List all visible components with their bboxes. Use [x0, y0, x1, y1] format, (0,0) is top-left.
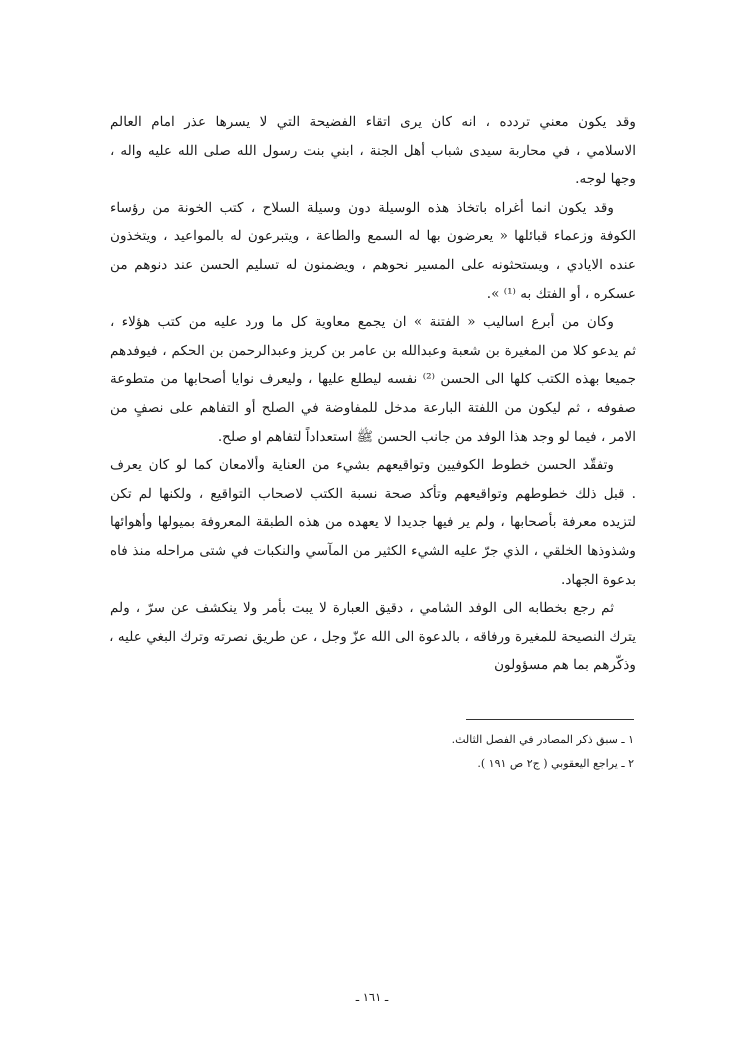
text-line: وقد يكون انما أغراه باتخاذ هذه الوسيلة دون وسيلة السلاح ، كتب الخونة من رؤساء [110, 199, 614, 216]
text-line: لتزيده معرفة بأصحابها ، ولم ير فيها جديدا لا يعهده من هذه الطبقة المعروفة بميولها وأهوائها [110, 514, 636, 531]
text-line: وشذوذها الخلقي ، الذي جرّ عليه الشيء الكثير من المآسي والنكبات في شتى مراحله منذ فاه [110, 542, 636, 559]
text-line: وكان من أبرع اساليب « الفتنة » ان يجمع معاوية كل ما ورد عليه من كتب هؤلاء ، [110, 314, 614, 331]
text-line: الكوفة وزعماء قبائلها « يعرضون بها له السمع والطاعة ، ويتبرعون له بالمواعيد ، ويتخذون [110, 228, 636, 245]
text-line: عسكره ، أو الفتك به ⁽¹⁾ ». [486, 285, 636, 302]
footnote-divider [466, 719, 634, 720]
text-line: وذكّرهم بما هم مسؤولون [494, 657, 636, 674]
text-line: وقد يكون معني تردده ، انه كان يرى اتقاء الفضيحة التي لا يسرها عذر امام العالم [110, 114, 636, 130]
text-line: الاسلامي ، في محاربة سيدى شباب أهل الجنة ، ابني بنت رسول الله صلى الله عليه واله ، [110, 142, 636, 159]
body-text [110, 108, 636, 680]
footnote: ١ ـ سبق ذكر المصادر في الفصل الثالث. [451, 733, 634, 746]
text-line: جميعا بهذه الكتب كلها الى الحسن ⁽²⁾ نفسه ليطلع عليها ، وليعرف نوايا أصحابها من متطوعة [110, 371, 636, 388]
text-line: صفوفه ، ثم ليكون من اللفتة البارعة مدخل للمفاوضة في الصلح أو التفاهم على نصفٍ من [110, 399, 636, 416]
text-line: ثم يدعو كلا من المغيرة بن شعبة وعبدالله بن عامر بن كريز وعبدالرحمن بن الحكم ، فيوفدهم [110, 342, 636, 359]
text-line: وتفقّد الحسن خطوط الكوفيين وتواقيعهم بشيء من العناية وألامعان كما لو كان يعرف [110, 457, 614, 474]
footnotes [300, 728, 634, 776]
page-number: ـ ١٦١ ـ [355, 990, 389, 1004]
text-line: ثم رجع بخطابه الى الوفد الشامي ، دقيق العبارة لا يبت بأمر ولا ينكشف عن سرّ ، ولم [110, 600, 614, 617]
text-line: وجها لوجه. [575, 171, 636, 188]
text-line: . قبل ذلك خطوطهم وتواقيعهم وتأكد صحة نسبة الكتب لاصحاب التواقيع ، ولكنها لم تكن [110, 485, 636, 502]
text-line: بدعوة الجهاد. [561, 571, 636, 588]
text-line: عنده الايادي ، ويستحثونه على المسير نحوهم ، ويضمنون له تسليم الحسن عند دنوهم من [110, 256, 636, 273]
text-line: الامر ، فيما لو وجد هذا الوفد من جانب الحسن ﷺ استعداداً لتفاهم او صلح. [217, 428, 636, 445]
text-line: يترك النصيحة للمغيرة ورفاقه ، بالدعوة الى الله عزّ وجل ، عن طريق نصرته وترك البغي عليه ، [109, 628, 636, 645]
footnote: ٢ ـ يراجع اليعقوبي ( ج٢ ص ١٩١ ). [477, 757, 634, 770]
